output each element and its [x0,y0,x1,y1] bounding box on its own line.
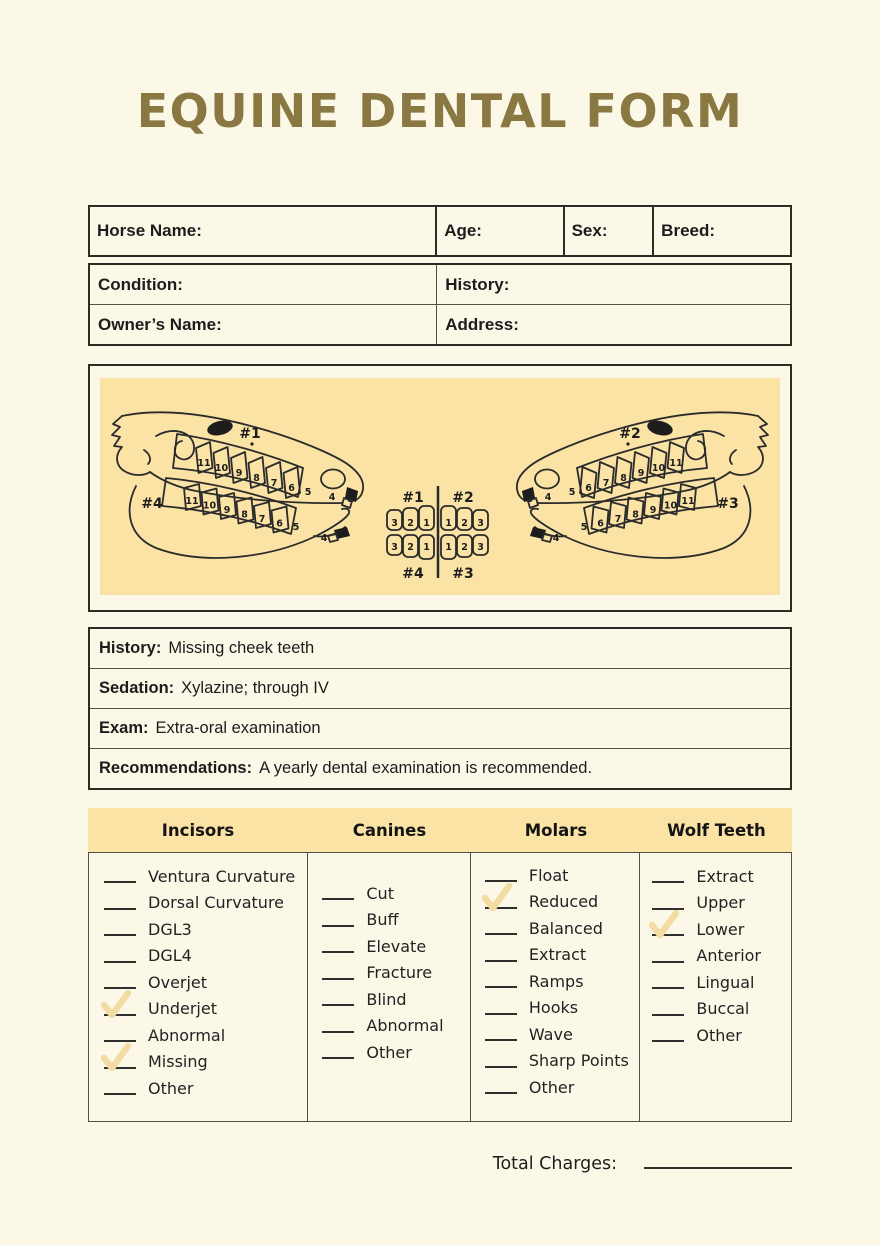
checklist-item-label: Anterior [696,946,761,966]
tooth-number: 7 [270,478,278,489]
tooth-number: 10 [202,500,217,512]
checklist-item[interactable] [104,1075,307,1102]
tooth-number: 4 [320,533,328,544]
fill-line[interactable] [104,881,136,883]
tooth-number: 6 [288,483,295,494]
check-mark-icon [101,990,131,1018]
dental-diagram-background [100,378,780,595]
canines-header: Canines [352,820,427,840]
fill-line[interactable] [485,1013,517,1015]
checklist-item-label: Upper [696,893,745,913]
fill-line[interactable] [485,1039,517,1041]
recommendations-note-row [90,749,790,788]
checklist-item-label: Extract [696,866,754,886]
address-field[interactable] [437,305,790,344]
total-charges-row [88,1148,792,1180]
checklist-item-label: Other [148,1078,194,1098]
age-label: Age: [444,221,482,240]
owner-name-field[interactable] [90,305,437,344]
incisor-number: 1 [423,542,430,553]
checklist-item[interactable] [652,1022,791,1049]
fill-line[interactable] [652,961,684,963]
checklist-item-label: Other [528,1077,575,1097]
checklist-item[interactable] [322,907,470,934]
incisor-number: 1 [445,542,452,553]
dental-diagram-box [88,364,792,612]
check-mark-icon [482,883,512,911]
checklist-item[interactable] [485,1048,640,1075]
checklist-item[interactable] [322,960,470,987]
fill-line[interactable] [322,1057,354,1059]
tooth-number: 5 [580,522,588,533]
checklist-item-label: Float [528,865,569,885]
checklist-item[interactable] [104,1049,307,1076]
checklist-item[interactable] [104,916,307,943]
history-note-value: Missing cheek teeth [168,639,315,657]
condition-owner-table [88,263,792,346]
checklist-item-label: Hooks [528,998,579,1018]
checklist-item-label: Cut [366,883,394,903]
tooth-number: 5 [292,522,300,533]
fill-line[interactable] [485,907,517,909]
tooth-number: 6 [597,518,604,530]
recommendations-note-label: Recommendations: [99,759,253,777]
checklist-item-label: Elevate [366,936,427,956]
tooth-number: 4 [552,533,560,544]
tooth-number: 10 [651,463,666,474]
tooth-number: 8 [632,509,639,521]
fill-line[interactable] [485,986,517,988]
checklist-item[interactable] [652,916,791,943]
sedation-note-value: Xylazine; through IV [181,679,329,697]
checklist-item-label: Lower [696,919,745,939]
checklist-body [88,852,792,1122]
checklist-item[interactable] [485,1021,640,1048]
check-mark-icon [101,1043,131,1071]
checklist-item[interactable] [104,1022,307,1049]
incisors-header: Incisors [161,820,235,840]
horse-skull-diagram [100,378,780,595]
history-field[interactable] [437,265,790,304]
checklist-column-incisors [89,853,308,1121]
total-charges-fill-line[interactable] [644,1167,792,1169]
checklist-item[interactable] [652,943,791,970]
history-label: History: [445,274,510,294]
tooth-number: 9 [223,505,231,516]
fill-line[interactable] [322,978,354,980]
quadrant-label: #4 [141,496,163,512]
fill-line[interactable] [652,1040,684,1042]
checklist-item-label: Ramps [528,971,584,991]
checklist-item-label: Underjet [148,999,217,1019]
fill-line[interactable] [652,934,684,936]
wolf-teeth-header: Wolf Teeth [667,820,766,840]
checklist-item[interactable] [322,933,470,960]
incisor-number: 3 [477,542,484,553]
checklist-item[interactable] [652,996,791,1023]
sedation-note-row [90,669,790,709]
page-title: EQUINE DENTAL FORM [136,84,744,138]
quadrant-label: #3 [452,566,474,582]
exam-note-row [90,709,790,749]
left-skull-illustration [112,412,363,558]
sex-label: Sex: [571,221,608,240]
checklist-item[interactable] [104,969,307,996]
quadrant-label: #1 [402,490,424,506]
checklist-header-band [88,808,792,852]
checklist-item-label: Extract [528,945,587,965]
checklist-item-label: Blind [366,989,407,1009]
breed-label: Breed: [661,221,716,240]
fill-line[interactable] [104,1093,136,1095]
quadrant-label: #2 [619,426,641,442]
tooth-number: 10 [214,463,229,474]
checklist-item-label: Buff [366,910,399,930]
fill-line[interactable] [485,933,517,935]
fill-line[interactable] [652,987,684,989]
checklist-item[interactable] [322,1039,470,1066]
tooth-number: 5 [304,487,312,498]
checklist-item-label: Balanced [528,918,603,938]
tooth-number: 11 [669,458,683,469]
checklist-item-label: Reduced [528,892,599,912]
molars-header: Molars [524,820,588,840]
fill-line[interactable] [104,961,136,963]
checklist-item[interactable] [485,995,640,1022]
checklist-item-label: DGL3 [148,919,192,939]
tooth-number: 7 [602,478,610,489]
fill-line[interactable] [485,1092,517,1094]
exam-note-value: Extra-oral examination [155,719,321,737]
quadrant-label: #4 [402,566,424,582]
quadrant-label: #3 [717,496,739,512]
fill-line[interactable] [104,934,136,936]
incisor-number: 1 [423,518,430,529]
exam-notes-table [88,627,792,790]
condition-label: Condition: [98,274,183,294]
checklist-item-label: DGL4 [148,946,192,966]
fill-line[interactable] [104,908,136,910]
checklist-item-label: Buccal [696,999,750,1019]
incisor-chart [387,486,488,582]
checklist-item-label: Wave [528,1024,573,1044]
checklist-item[interactable] [104,863,307,890]
checklist-item-label: Sharp Points [528,1051,629,1071]
checklist-item[interactable] [485,1074,640,1101]
checklist-item-label: Lingual [696,972,755,992]
checklist-item-label: Fracture [366,963,433,983]
checklist-column-wolf-teeth [640,853,791,1121]
tooth-number: 6 [585,483,592,494]
breed-field[interactable] [654,207,790,255]
tooth-number: 7 [258,514,266,525]
fill-line[interactable] [322,898,354,900]
checklist-item[interactable] [322,880,470,907]
incisor-number: 1 [445,518,452,529]
checklist-item[interactable] [322,1013,470,1040]
fill-line[interactable] [322,951,354,953]
horse-name-field[interactable] [90,207,437,255]
checklist-item[interactable] [104,943,307,970]
tooth-number: 9 [637,468,645,479]
history-note-label: History: [99,639,162,657]
fill-line[interactable] [104,1067,136,1069]
incisor-number: 2 [407,518,414,529]
fill-line[interactable] [104,1014,136,1016]
incisor-number: 2 [407,542,414,553]
checklist-item[interactable] [652,969,791,996]
total-charges-label: Total Charges: [492,1154,617,1174]
checklist-column-molars [471,853,641,1121]
incisor-number: 2 [461,542,468,553]
fill-line[interactable] [485,960,517,962]
checklist-item[interactable] [485,915,640,942]
checklist-item-label: Other [696,1025,742,1045]
tooth-number: 8 [253,473,260,484]
sedation-note-label: Sedation: [99,679,175,697]
right-skull-illustration [517,412,768,558]
fill-line[interactable] [322,1031,354,1033]
checklist-item[interactable] [485,968,640,995]
fill-line[interactable] [322,1004,354,1006]
recommendations-note-value: A yearly dental examination is recommended. [259,759,593,777]
checklist-item-label: Missing [148,1052,208,1072]
tooth-number: 5 [568,487,576,498]
checklist-item[interactable] [104,996,307,1023]
condition-field[interactable] [90,265,437,304]
tooth-number: 9 [649,505,657,516]
fill-line[interactable] [652,1014,684,1016]
horse-name-label: Horse Name: [97,221,202,240]
checklist-item[interactable] [485,942,640,969]
fill-line[interactable] [485,1066,517,1068]
checklist-item-label: Other [366,1042,412,1062]
history-note-row [90,629,790,669]
checklist-item[interactable] [322,986,470,1013]
checklist-item-label: Abnormal [366,1016,444,1036]
incisor-number: 3 [477,518,484,529]
fill-line[interactable] [652,881,684,883]
tooth-number: 11 [197,458,211,469]
fill-line[interactable] [322,925,354,927]
tooth-number: 6 [276,518,283,530]
quadrant-label: #1 [239,426,261,442]
quadrant-label: #2 [452,490,474,506]
tooth-number: 7 [614,514,622,525]
tooth-number: 11 [681,496,695,507]
owner-name-label: Owner’s Name: [98,314,222,334]
tooth-number: 10 [663,500,678,512]
check-mark-icon [649,910,679,938]
tooth-number: 11 [185,496,199,507]
checklist-item[interactable] [104,890,307,917]
checklist-item-label: Abnormal [148,1025,226,1045]
checklist-column-canines [308,853,471,1121]
checklist-item[interactable] [485,889,640,916]
incisor-number: 2 [461,518,468,529]
tooth-number: 4 [544,492,552,503]
checklist-item[interactable] [652,863,791,890]
address-label: Address: [445,314,519,334]
tooth-number: 8 [241,509,248,521]
tooth-number: 9 [235,468,243,479]
incisor-number: 3 [391,542,398,553]
incisor-number: 3 [391,518,398,529]
checklist-item-label: Ventura Curvature [148,866,296,886]
checklist-item-label: Dorsal Curvature [148,893,285,913]
horse-identity-table [88,205,792,257]
tooth-number: 8 [620,473,627,484]
age-field[interactable] [437,207,564,255]
sex-field[interactable] [565,207,655,255]
tooth-number: 4 [328,492,336,503]
exam-note-label: Exam: [99,719,149,737]
checklist-item-label: Overjet [148,972,208,992]
